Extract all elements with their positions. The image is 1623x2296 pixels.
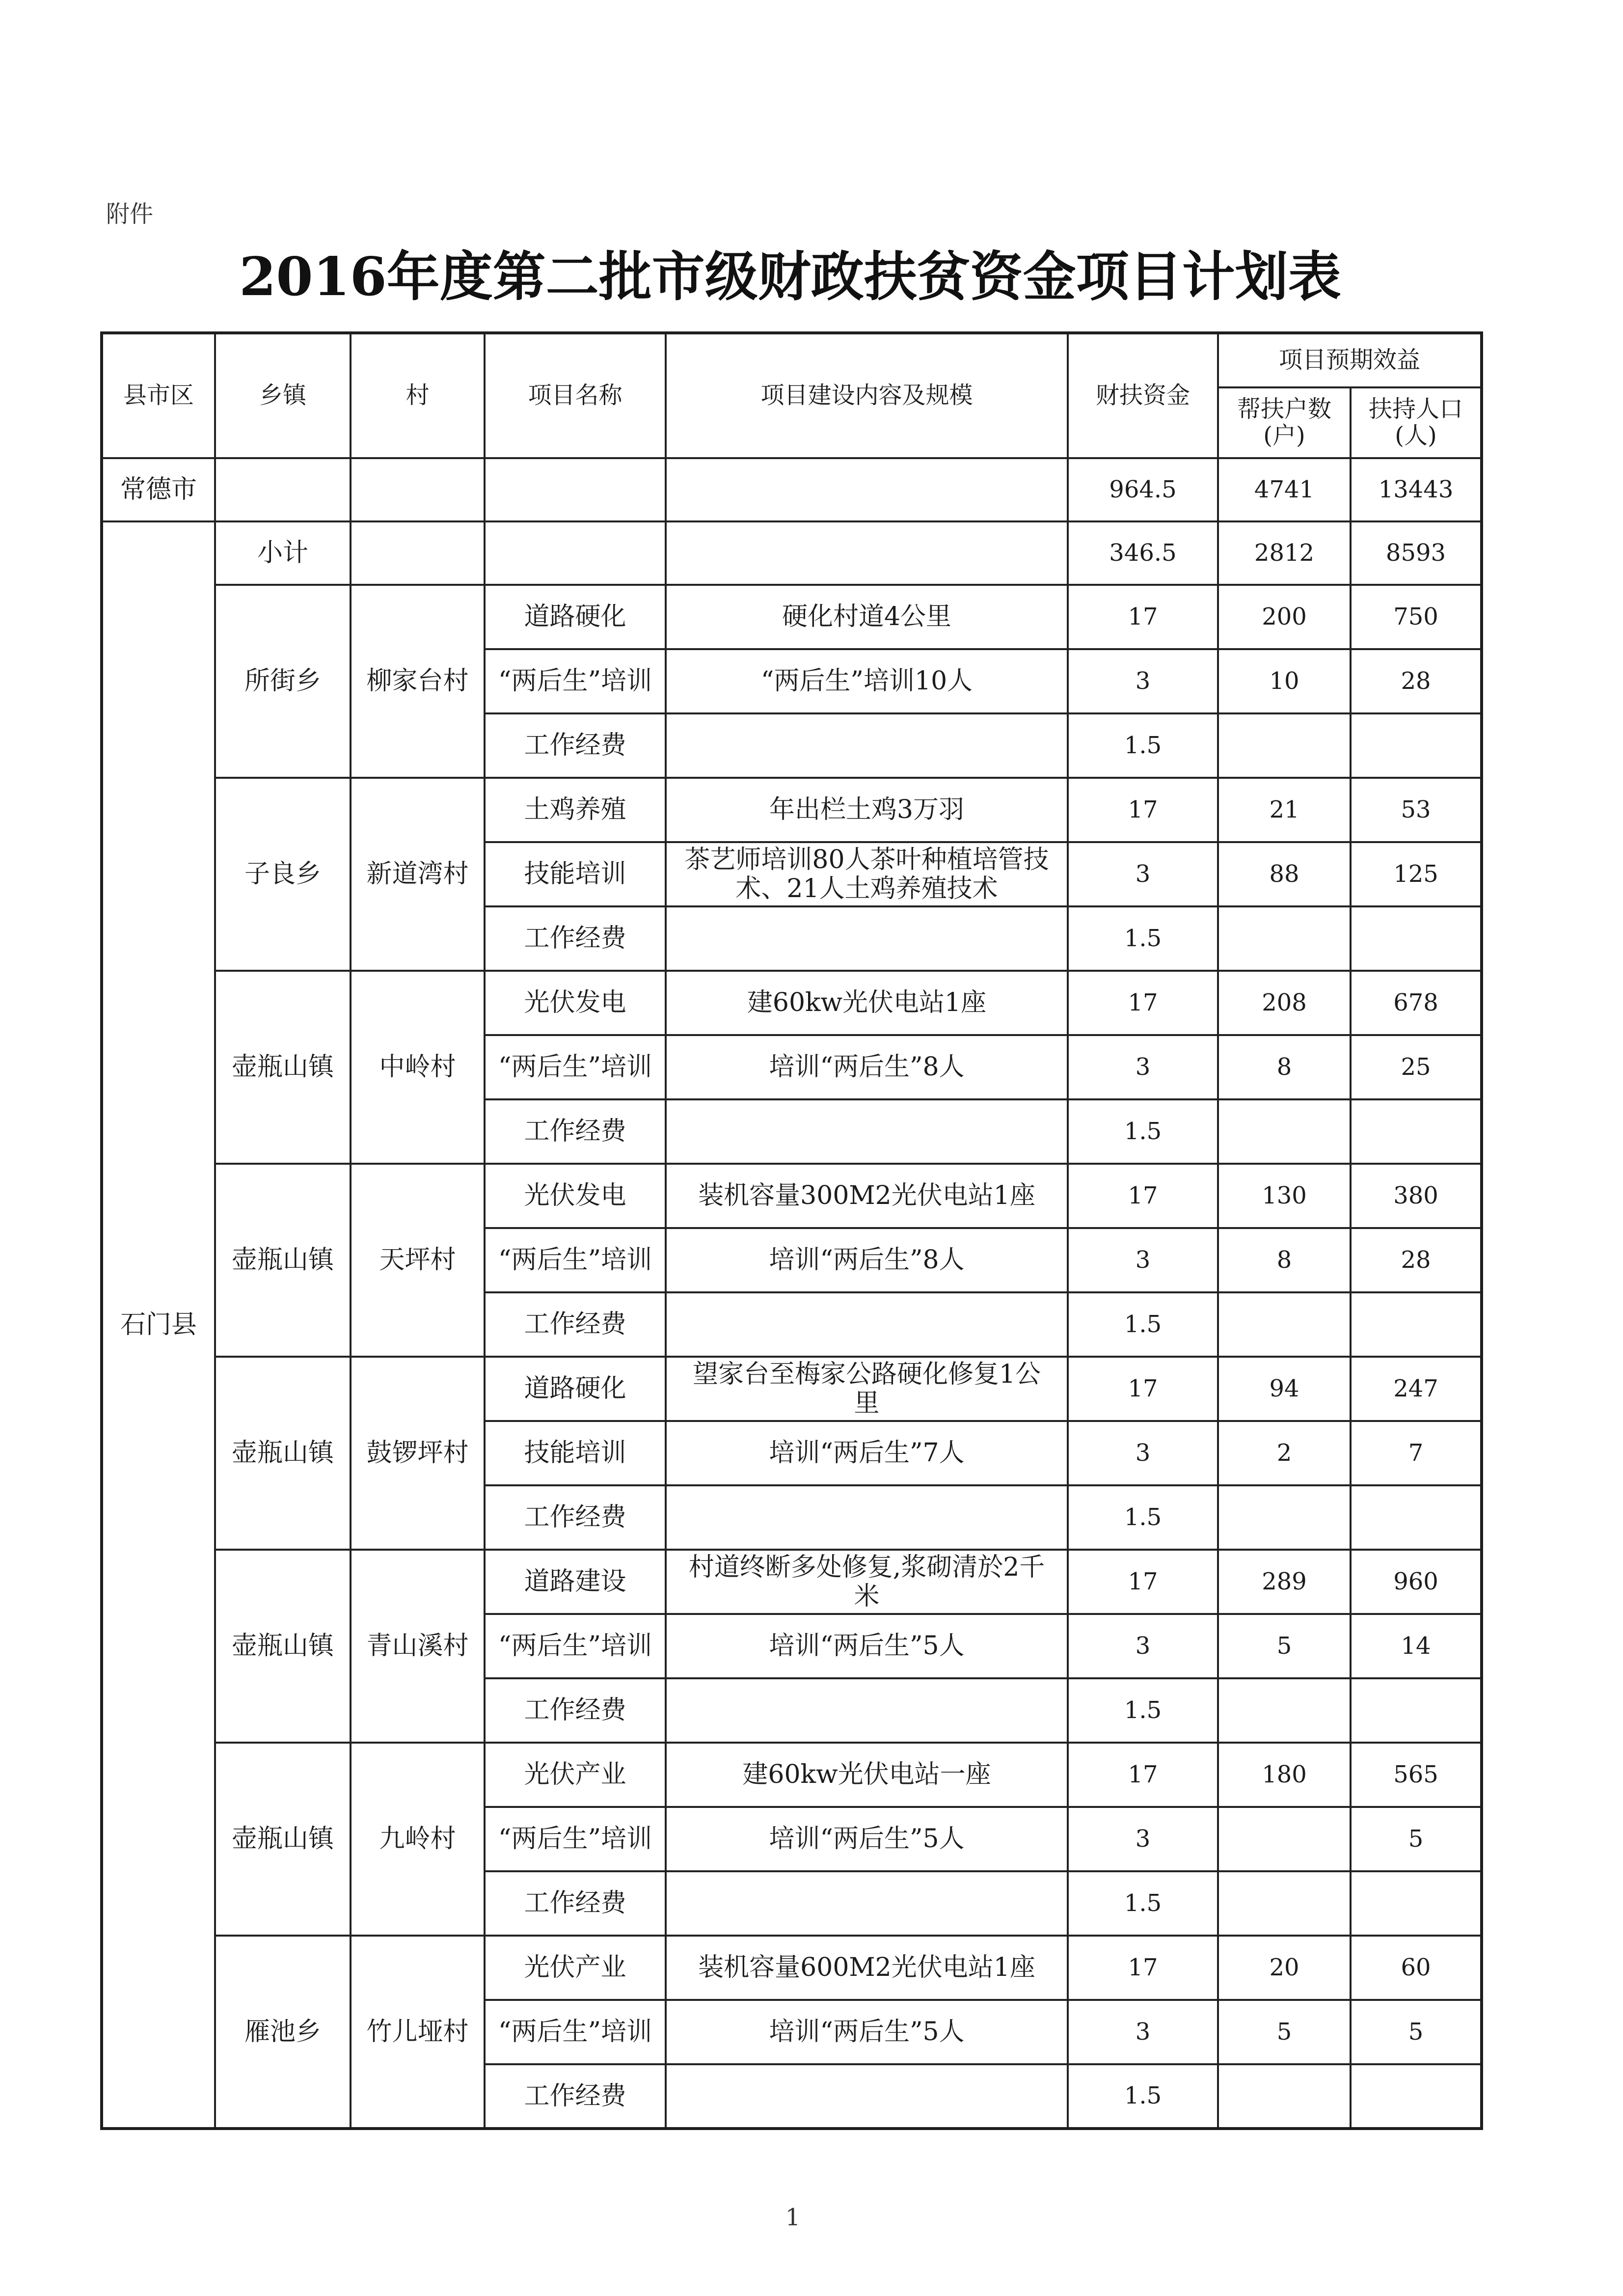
project-name-cell: “两后生”培训 [485, 2000, 666, 2064]
project-content-cell [666, 1871, 1068, 1936]
households-cell: 8 [1218, 1228, 1351, 1292]
funds-cell: 3 [1068, 1035, 1218, 1099]
population-cell: 678 [1351, 971, 1482, 1035]
population-cell: 565 [1351, 1743, 1482, 1807]
township-cell: 壶瓶山镇 [215, 1550, 351, 1743]
funds-cell: 3 [1068, 2000, 1218, 2064]
households-cell: 5 [1218, 2000, 1351, 2064]
subtotal-row [102, 521, 1482, 585]
project-content-cell: 培训“两后生”8人 [666, 1035, 1068, 1099]
project-name-cell: 工作经费 [485, 1485, 666, 1550]
table-row [102, 1936, 1482, 2000]
table-row [102, 1357, 1482, 1421]
project-content-cell [666, 458, 1068, 521]
page-number: 1 [785, 2204, 801, 2231]
households-cell: 2 [1218, 1421, 1351, 1485]
project-name-cell [485, 458, 666, 521]
project-content-cell: 培训“两后生”5人 [666, 1807, 1068, 1871]
project-name-cell: 工作经费 [485, 2064, 666, 2129]
project-content-cell [666, 906, 1068, 971]
project-content-cell: 培训“两后生”8人 [666, 1228, 1068, 1292]
project-name-cell: 工作经费 [485, 1678, 666, 1743]
header-households-unit: (户) [1263, 422, 1305, 449]
funds-cell: 17 [1068, 778, 1218, 842]
project-name-cell: 光伏发电 [485, 971, 666, 1035]
population-cell: 8593 [1351, 521, 1482, 585]
households-cell [1218, 1485, 1351, 1550]
village-cell: 新道湾村 [351, 778, 485, 971]
project-content-cell: 村道终断多处修复,浆砌清於2千米 [666, 1550, 1068, 1614]
header-households-label: 帮扶户数 [1237, 395, 1331, 423]
project-content-cell: 装机容量600M2光伏电站1座 [666, 1936, 1068, 2000]
funds-cell: 3 [1068, 1228, 1218, 1292]
funds-cell: 17 [1068, 1357, 1218, 1421]
project-name-cell: 工作经费 [485, 713, 666, 778]
project-name-cell: 光伏产业 [485, 1936, 666, 2000]
households-cell: 4741 [1218, 458, 1351, 521]
project-name-cell: 工作经费 [485, 906, 666, 971]
table-row [102, 1743, 1482, 1807]
village-cell: 九岭村 [351, 1743, 485, 1936]
population-cell: 53 [1351, 778, 1482, 842]
village-cell: 竹儿垭村 [351, 1936, 485, 2129]
header-population-unit: (人) [1395, 422, 1437, 449]
table-body [102, 333, 1482, 2129]
township-cell [215, 458, 351, 521]
households-cell [1218, 1807, 1351, 1871]
project-content-cell: 培训“两后生”5人 [666, 1614, 1068, 1678]
township-cell: 壶瓶山镇 [215, 1164, 351, 1357]
village-cell: 柳家台村 [351, 585, 485, 778]
population-cell: 380 [1351, 1164, 1482, 1228]
village-cell: 中岭村 [351, 971, 485, 1164]
funds-cell: 1.5 [1068, 713, 1218, 778]
population-cell: 125 [1351, 842, 1482, 906]
township-cell: 所街乡 [215, 585, 351, 778]
population-cell [1351, 1871, 1482, 1936]
header-township: 乡镇 [215, 333, 351, 458]
funds-cell: 17 [1068, 1743, 1218, 1807]
header-county: 县市区 [102, 333, 215, 458]
project-content-cell: 硬化村道4公里 [666, 585, 1068, 649]
households-cell: 2812 [1218, 521, 1351, 585]
population-cell: 28 [1351, 649, 1482, 713]
document-title: 2016年度第二批市级财政扶贫资金项目计划表 [239, 246, 1341, 308]
township-cell: 壶瓶山镇 [215, 971, 351, 1164]
village-cell: 天坪村 [351, 1164, 485, 1357]
project-content-cell: 茶艺师培训80人茶叶种植培管技术、21人土鸡养殖技术 [666, 842, 1068, 906]
funds-cell: 1.5 [1068, 1485, 1218, 1550]
project-name-cell: 工作经费 [485, 1099, 666, 1164]
project-name-cell: “两后生”培训 [485, 1035, 666, 1099]
households-cell [1218, 906, 1351, 971]
header-village: 村 [351, 333, 485, 458]
project-name-cell [485, 521, 666, 585]
project-content-cell: 培训“两后生”7人 [666, 1421, 1068, 1485]
village-cell [351, 521, 485, 585]
project-content-cell [666, 521, 1068, 585]
funds-cell: 1.5 [1068, 1678, 1218, 1743]
population-cell [1351, 906, 1482, 971]
city-total-row [102, 458, 1482, 521]
project-name-cell: “两后生”培训 [485, 1228, 666, 1292]
population-cell: 5 [1351, 1807, 1482, 1871]
project-name-cell: 道路硬化 [485, 585, 666, 649]
funds-cell: 3 [1068, 649, 1218, 713]
households-cell: 200 [1218, 585, 1351, 649]
households-cell: 180 [1218, 1743, 1351, 1807]
population-cell: 960 [1351, 1550, 1482, 1614]
village-cell: 鼓锣坪村 [351, 1357, 485, 1550]
table-row [102, 1164, 1482, 1228]
project-content-cell: 年出栏土鸡3万羽 [666, 778, 1068, 842]
funds-cell: 3 [1068, 1807, 1218, 1871]
funds-cell: 17 [1068, 971, 1218, 1035]
county-cell: 常德市 [102, 458, 215, 521]
households-cell [1218, 1099, 1351, 1164]
funds-cell: 17 [1068, 1550, 1218, 1614]
households-cell [1218, 1678, 1351, 1743]
header-row [102, 333, 1482, 387]
households-cell [1218, 1292, 1351, 1357]
header-funds: 财扶资金 [1068, 333, 1218, 458]
project-content-cell [666, 1099, 1068, 1164]
project-name-cell: 技能培训 [485, 1421, 666, 1485]
population-cell: 750 [1351, 585, 1482, 649]
header-project-name: 项目名称 [485, 333, 666, 458]
project-name-cell: “两后生”培训 [485, 649, 666, 713]
population-cell [1351, 2064, 1482, 2129]
population-cell: 60 [1351, 1936, 1482, 2000]
village-cell [351, 458, 485, 521]
project-name-cell: 技能培训 [485, 842, 666, 906]
households-cell: 88 [1218, 842, 1351, 906]
village-cell: 青山溪村 [351, 1550, 485, 1743]
population-cell [1351, 1485, 1482, 1550]
population-cell: 5 [1351, 2000, 1482, 2064]
table-row [102, 971, 1482, 1035]
project-content-cell: 装机容量300M2光伏电站1座 [666, 1164, 1068, 1228]
population-cell [1351, 713, 1482, 778]
project-content-cell: 建60kw光伏电站1座 [666, 971, 1068, 1035]
project-name-cell: 道路建设 [485, 1550, 666, 1614]
project-name-cell: “两后生”培训 [485, 1807, 666, 1871]
funds-cell: 3 [1068, 1421, 1218, 1485]
township-cell: 子良乡 [215, 778, 351, 971]
households-cell: 8 [1218, 1035, 1351, 1099]
funds-cell: 964.5 [1068, 458, 1218, 521]
households-cell: 208 [1218, 971, 1351, 1035]
project-name-cell: 土鸡养殖 [485, 778, 666, 842]
households-cell: 289 [1218, 1550, 1351, 1614]
header-population [1351, 387, 1482, 458]
population-cell: 14 [1351, 1614, 1482, 1678]
project-content-cell: 培训“两后生”5人 [666, 2000, 1068, 2064]
township-cell: 壶瓶山镇 [215, 1357, 351, 1550]
population-cell: 247 [1351, 1357, 1482, 1421]
funds-cell: 17 [1068, 1936, 1218, 2000]
households-cell [1218, 1871, 1351, 1936]
households-cell [1218, 2064, 1351, 2129]
households-cell: 130 [1218, 1164, 1351, 1228]
project-name-cell: 光伏发电 [485, 1164, 666, 1228]
project-content-cell [666, 1292, 1068, 1357]
project-name-cell: 光伏产业 [485, 1743, 666, 1807]
header-households [1218, 387, 1351, 458]
header-content: 项目建设内容及规模 [666, 333, 1068, 458]
project-content-cell: 建60kw光伏电站一座 [666, 1743, 1068, 1807]
population-cell [1351, 1678, 1482, 1743]
project-content-cell [666, 713, 1068, 778]
project-name-cell: 工作经费 [485, 1292, 666, 1357]
households-cell: 5 [1218, 1614, 1351, 1678]
population-cell [1351, 1099, 1482, 1164]
funds-cell: 3 [1068, 842, 1218, 906]
households-cell: 21 [1218, 778, 1351, 842]
population-cell: 7 [1351, 1421, 1482, 1485]
project-name-cell: 工作经费 [485, 1871, 666, 1936]
funds-cell: 17 [1068, 585, 1218, 649]
funds-cell: 1.5 [1068, 1099, 1218, 1164]
project-content-cell [666, 2064, 1068, 2129]
funds-cell: 1.5 [1068, 906, 1218, 971]
population-cell: 13443 [1351, 458, 1482, 521]
table-row [102, 1550, 1482, 1614]
project-content-cell [666, 1678, 1068, 1743]
funds-cell: 1.5 [1068, 1292, 1218, 1357]
header-expected-benefit: 项目预期效益 [1218, 333, 1482, 387]
project-content-cell: “两后生”培训10人 [666, 649, 1068, 713]
table-row [102, 778, 1482, 842]
project-plan-table [100, 331, 1483, 2130]
project-content-cell: 望家台至梅家公路硬化修复1公里 [666, 1357, 1068, 1421]
project-content-cell [666, 1485, 1068, 1550]
funds-cell: 1.5 [1068, 1871, 1218, 1936]
households-cell [1218, 713, 1351, 778]
households-cell: 20 [1218, 1936, 1351, 2000]
attachment-label: 附件 [106, 200, 154, 228]
households-cell: 10 [1218, 649, 1351, 713]
funds-cell: 1.5 [1068, 2064, 1218, 2129]
township-cell: 壶瓶山镇 [215, 1743, 351, 1936]
header-population-label: 扶持人口 [1369, 395, 1463, 423]
population-cell: 25 [1351, 1035, 1482, 1099]
county-cell: 石门县 [102, 521, 215, 2129]
project-name-cell: “两后生”培训 [485, 1614, 666, 1678]
project-name-cell: 道路硬化 [485, 1357, 666, 1421]
households-cell: 94 [1218, 1357, 1351, 1421]
population-cell [1351, 1292, 1482, 1357]
subtotal-label-cell: 小计 [215, 521, 351, 585]
funds-cell: 17 [1068, 1164, 1218, 1228]
funds-cell: 346.5 [1068, 521, 1218, 585]
funds-cell: 3 [1068, 1614, 1218, 1678]
population-cell: 28 [1351, 1228, 1482, 1292]
township-cell: 雁池乡 [215, 1936, 351, 2129]
table-row [102, 585, 1482, 649]
